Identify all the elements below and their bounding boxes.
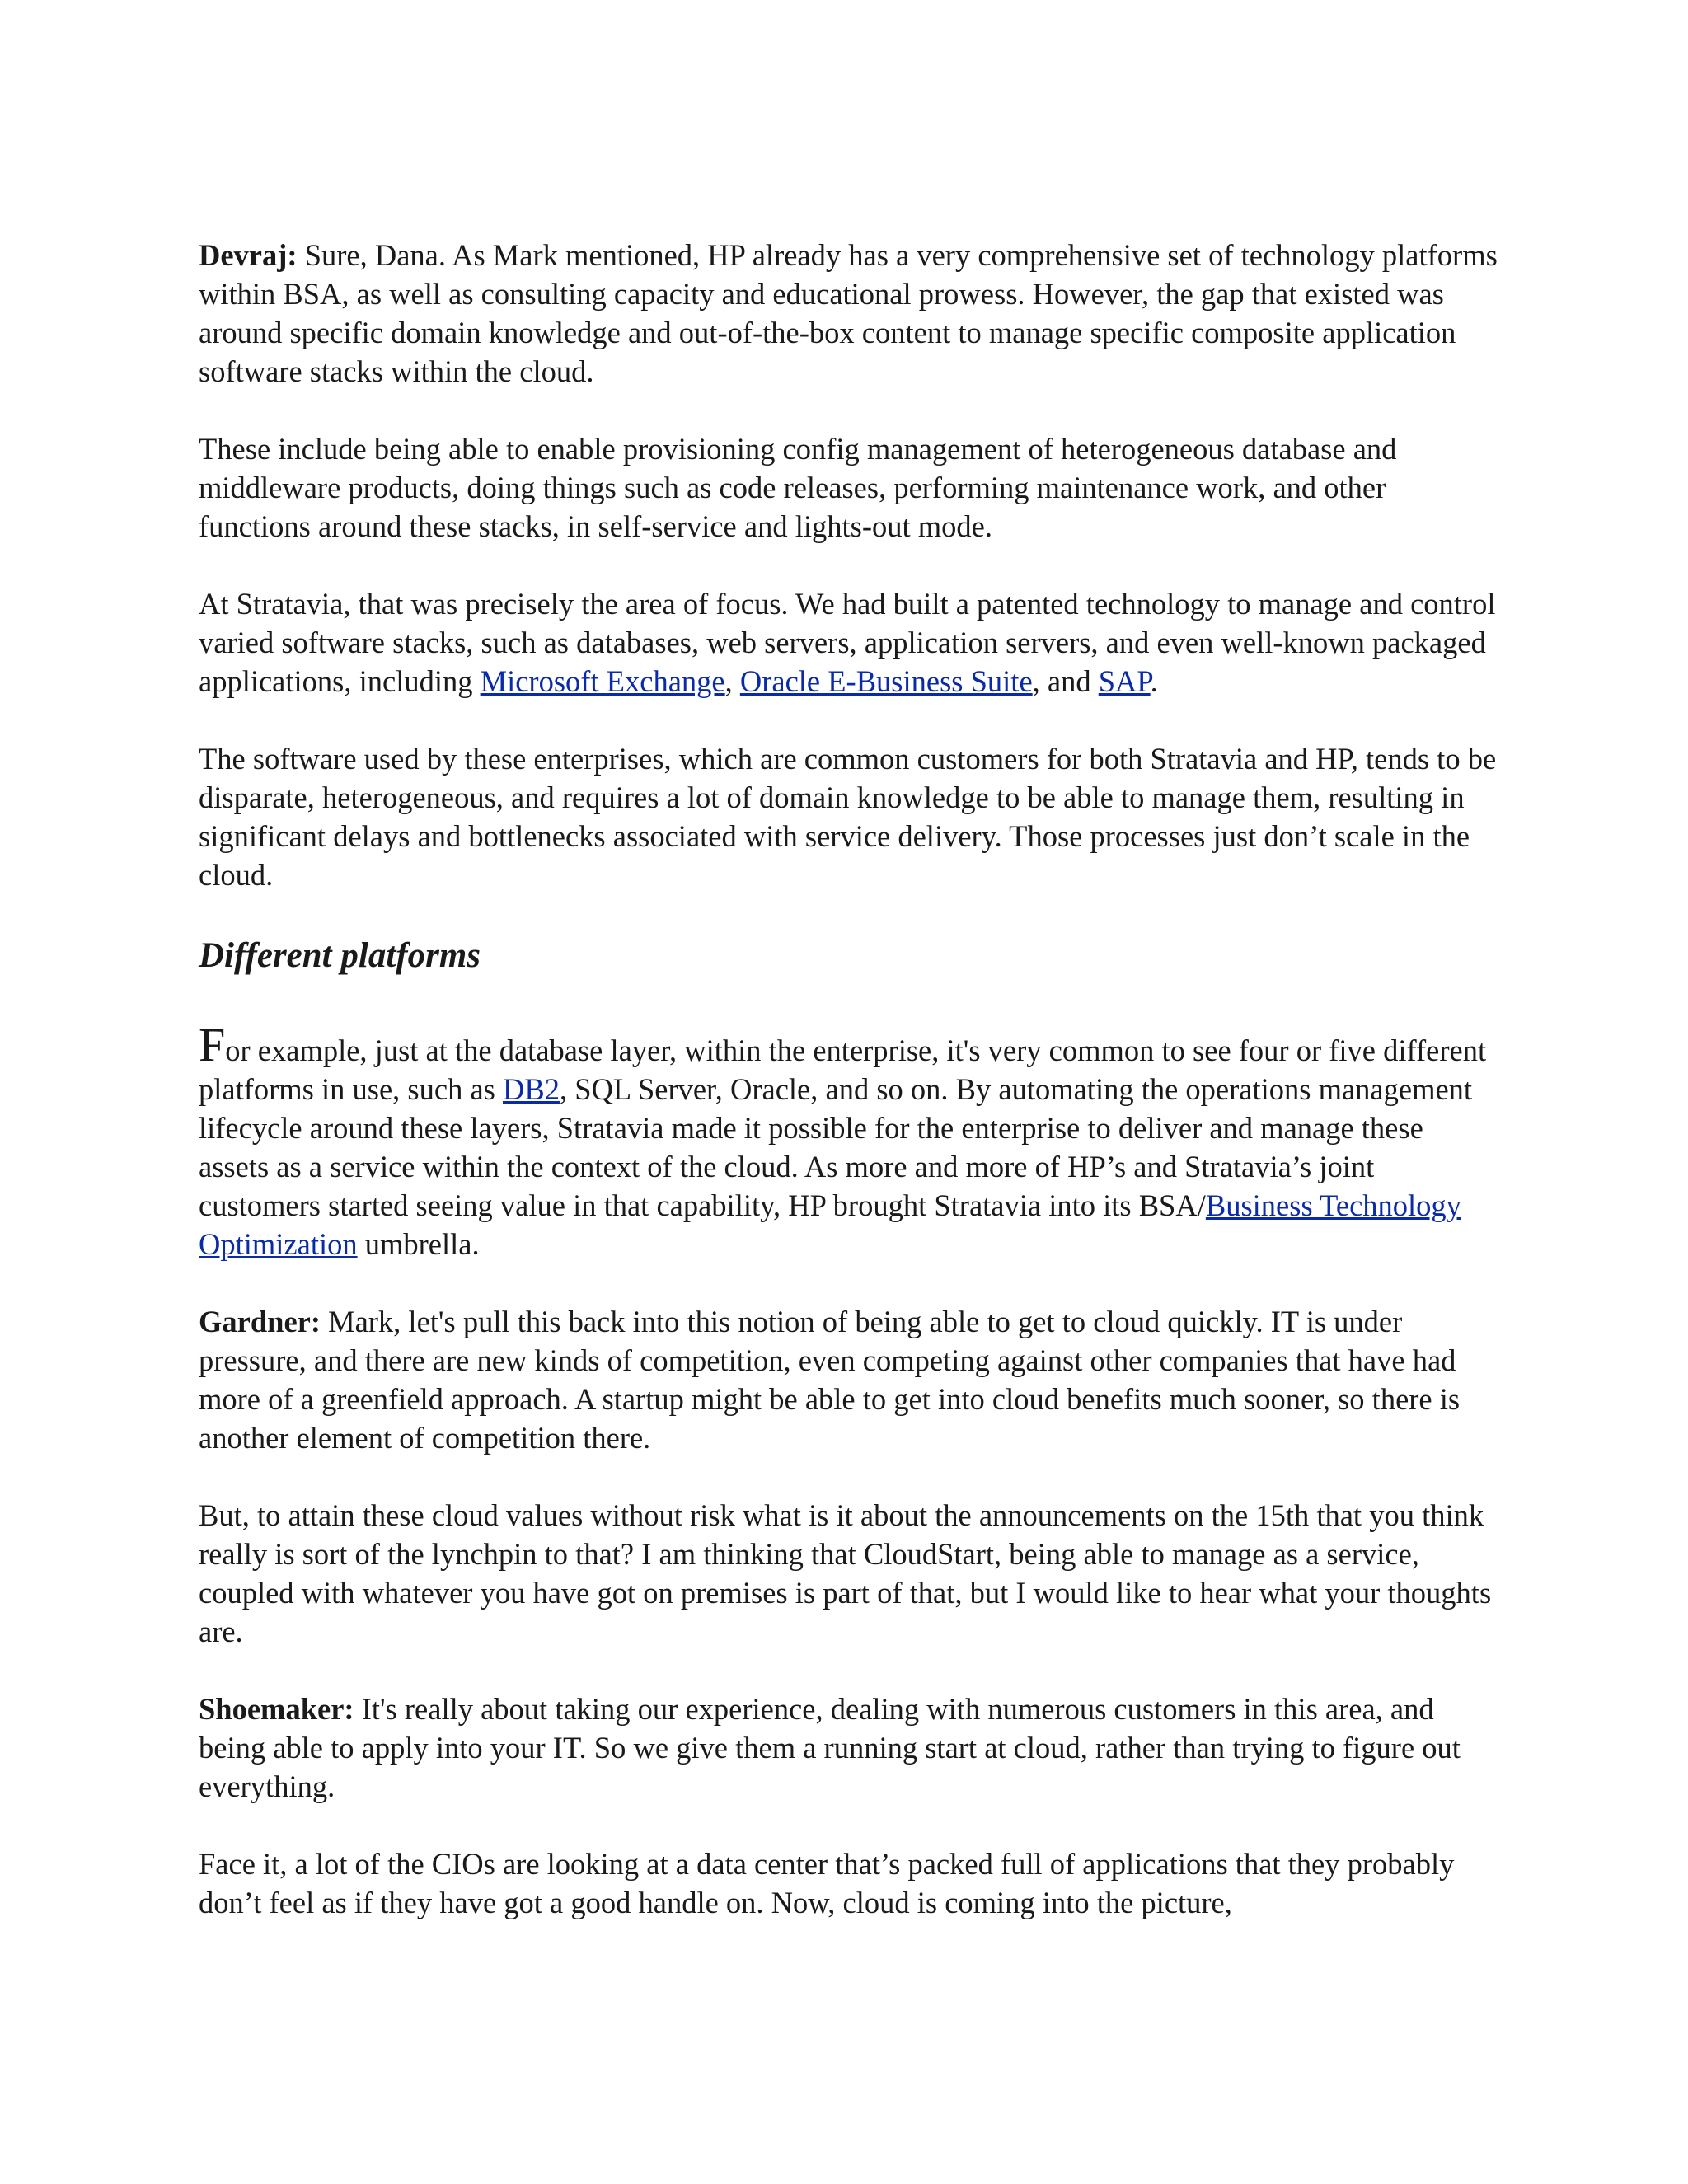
paragraph-devraj-3	[199, 584, 1501, 701]
document-body	[199, 236, 1501, 1961]
paragraph-text: These include being able to enable provisioning config management of heterogeneous database and middleware products, doing things such as code releases, performing maintenance work, and other functions around these stacks, in self-service and lights-out mode.	[199, 432, 1397, 543]
link-oracle-ebusiness-suite[interactable]: Oracle E-Business Suite	[739, 664, 1033, 698]
paragraph-text: , SQL Server, Oracle, and so on. By automating the operations management lifecycle around these layers, Stratavia made it possible for the enterprise to deliver and manage these assets as a service within the context of the cloud. As more and more of HP’s and Stratavia’s joint customers started seeing value in that capability, HP brought Stratavia into its BSA/	[199, 1072, 1473, 1222]
separator-text: , and	[1032, 664, 1099, 698]
link-db2[interactable]: DB2	[503, 1072, 560, 1106]
paragraph-shoemaker-1	[199, 1690, 1501, 1806]
link-business-technology-optimization[interactable]: Business Technology Optimization	[199, 1188, 1461, 1261]
paragraph-text: It's really about taking our experience, dealing with numerous customers in this area, and being able to apply into your IT. So we give them a running start at cloud, rather than trying to figure out everything.	[199, 1692, 1461, 1803]
paragraph-shoemaker-2	[199, 1844, 1501, 1922]
paragraph-text: umbrella.	[357, 1227, 480, 1261]
link-sap[interactable]: SAP	[1098, 664, 1151, 698]
paragraph-text: Face it, a lot of the CIOs are looking at a data center that’s packed full of applications that they probably don’t feel as if they have got a good handle on. Now, cloud is coming into the picture,	[199, 1847, 1455, 1919]
paragraph-text: At Stratavia, that was precisely the area of focus. We had built a patented technology to manage and control varied software stacks, such as databases, web servers, application servers, and even well-known packaged applications, including	[199, 587, 1496, 698]
paragraph-devraj-5	[199, 1018, 1501, 1263]
speaker-label: Shoemaker:	[199, 1692, 354, 1726]
paragraph-devraj-2	[199, 429, 1501, 546]
separator-text: ,	[724, 664, 740, 698]
paragraph-text: Sure, Dana. As Mark mentioned, HP already has a very comprehensive set of technology platforms within BSA, as well as consulting capacity and educational prowess. However, the gap that existed was around specific domain knowledge and out-of-the-box content to manage specific composite application software stacks within the cloud.	[199, 238, 1498, 388]
paragraph-gardner-1	[199, 1302, 1501, 1457]
paragraph-text: Mark, let's pull this back into this notion of being able to get to cloud quickly. IT is under pressure, and there are new kinds of competition, even competing against other companies that have had more of a greenfield approach. A startup might be able to get into cloud benefits much sooner, so there is another element of competition there.	[199, 1305, 1461, 1455]
paragraph-gardner-2	[199, 1496, 1501, 1651]
section-heading: Different platforms	[199, 936, 481, 975]
paragraph-devraj-1	[199, 236, 1501, 391]
speaker-label: Devraj:	[199, 238, 298, 272]
link-microsoft-exchange[interactable]: Microsoft Exchange	[480, 664, 725, 698]
paragraph-text: or example, just at the database layer, within the enterprise, it's very common to see four or five different platforms in use, such as	[199, 1033, 1487, 1106]
separator-text: .	[1150, 664, 1158, 698]
drop-cap: F	[199, 1018, 226, 1071]
paragraph-text: But, to attain these cloud values without risk what is it about the announcements on the 15th that you think really is sort of the lynchpin to that? I am thinking that CloudStart, being able to manage as a service, coupled with whatever you have got on premises is part of that, but I would like to hear what your thoughts are.	[199, 1498, 1492, 1648]
paragraph-devraj-4	[199, 739, 1501, 894]
paragraph-text: The software used by these enterprises, which are common customers for both Stratavia and HP, tends to be disparate, heterogeneous, and requires a lot of domain knowledge to be able to manage them, resulting in significant delays and bottlenecks associated with service delivery. Those processes just don’t scale in the cloud.	[199, 742, 1497, 892]
speaker-label: Gardner:	[199, 1305, 321, 1338]
